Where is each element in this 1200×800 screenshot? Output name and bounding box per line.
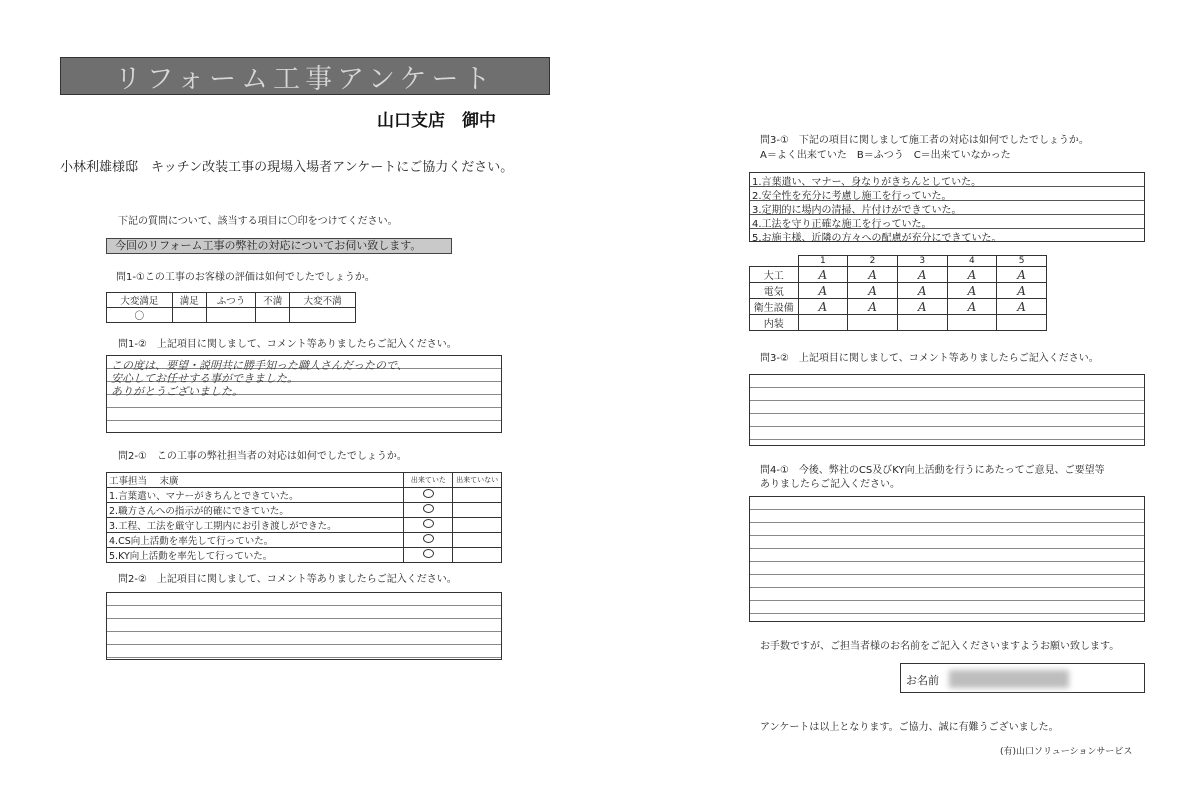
q3-1-grid [749, 255, 1047, 331]
grid-col-header: 5 [997, 256, 1047, 267]
rating-cell[interactable] [206, 308, 256, 323]
q1-1-question: 問1-①この工事のお客様の評価は如何でしたでしょうか。 [116, 272, 375, 283]
check-yes[interactable] [404, 533, 453, 548]
handwritten-line: この度は、要望・説明共に勝手知った職人さんだったので、 [111, 359, 408, 372]
q3-2-comment-box[interactable] [749, 374, 1145, 446]
handwritten-line: ありがとうございました。 [111, 385, 243, 398]
thanks-text: アンケートは以上となります。ご協力、誠に有難うございました。 [760, 722, 1059, 733]
grid-mark[interactable]: A [897, 299, 947, 315]
grid-row-label: 大工 [750, 267, 799, 283]
grid-mark[interactable]: A [947, 299, 997, 315]
check-yes[interactable] [404, 503, 453, 518]
q3-1-question: 問3-① 下記の項目に関しまして施工者の対応は如何でしたでしょうか。 [760, 135, 1089, 146]
check-no[interactable] [453, 488, 502, 503]
q2-1-question: 問2-① この工事の弊社担当者の対応は如何でしたでしょうか。 [118, 451, 407, 462]
grid-col-header: 4 [947, 256, 997, 267]
grid-mark[interactable]: A [897, 283, 947, 299]
grid-mark[interactable]: A [947, 267, 997, 283]
q3-item: 4.工法を守り正確な施工を行っていた。 [750, 215, 1144, 229]
grid-mark[interactable] [947, 315, 997, 331]
grid-mark[interactable] [798, 315, 848, 331]
q4-1-comment-box[interactable] [749, 496, 1145, 622]
name-label: お名前 [906, 674, 939, 687]
survey-title: リフォーム工事アンケート [60, 57, 550, 95]
grid-mark[interactable]: A [798, 267, 848, 283]
grid-mark[interactable]: A [997, 283, 1047, 299]
grid-mark[interactable]: A [947, 283, 997, 299]
staff-label: 工事担当 [109, 476, 148, 487]
grid-mark[interactable]: A [897, 267, 947, 283]
grid-mark[interactable] [848, 315, 898, 331]
intro-text: 小林利雄様邸 キッチン改装工事の現場入場者アンケートにご協力ください。 [60, 160, 514, 175]
section-bar: 今回のリフォーム工事の弊社の対応についてお伺い致します。 [106, 238, 452, 254]
rating-cell[interactable] [172, 308, 206, 323]
q2-2-comment-box[interactable] [106, 592, 502, 660]
q2-item: 3.工程、工法を厳守し工期内にお引き渡しができた。 [107, 518, 404, 533]
grid-mark[interactable] [897, 315, 947, 331]
rating-header: 大変不満 [290, 293, 356, 308]
grid-mark[interactable]: A [997, 299, 1047, 315]
q3-item: 1.言葉遣い、マナー、身なりがきちんとしていた。 [750, 173, 1144, 187]
closing-request: お手数ですが、ご担当者様のお名前をご記入くださいますようお願い致します。 [760, 641, 1120, 652]
check-no[interactable] [453, 548, 502, 563]
handwritten-line: 安心してお任せする事ができました。 [111, 372, 298, 385]
q2-item: 4.CS向上活動を率先して行っていた。 [107, 533, 404, 548]
instruction-text: 下記の質問について、該当する項目に〇印をつけてください。 [118, 216, 398, 227]
q2-1-table [106, 472, 502, 563]
q3-1-items-box [749, 172, 1145, 242]
q3-item: 2.安全性を充分に考慮し施工を行っていた。 [750, 187, 1144, 201]
rating-header: 不満 [256, 293, 290, 308]
q1-2-question: 問1-② 上記項目に関しまして、コメント等ありましたらご記入ください。 [118, 339, 457, 350]
q3-item: 5.お施主様、近隣の方々への配慮が充分にできていた。 [752, 233, 1002, 244]
q3-item: 3.定期的に場内の清掃、片付けができていた。 [750, 201, 1144, 215]
company-name: (有)山口ソリューションサービス [1000, 747, 1133, 757]
grid-mark[interactable]: A [848, 283, 898, 299]
q2-2-question: 問2-② 上記項目に関しまして、コメント等ありましたらご記入ください。 [118, 574, 457, 585]
rating-cell-selected[interactable]: 〇 [107, 308, 173, 323]
grid-mark[interactable]: A [798, 299, 848, 315]
rating-header: 大変満足 [107, 293, 173, 308]
q2-item: 2.職方さんへの指示が的確にできていた。 [107, 503, 404, 518]
grid-mark[interactable]: A [848, 267, 898, 283]
q2-item: 1.言葉遣い、マナーがきちんとできていた。 [107, 488, 404, 503]
col-header-yes: 出来ていた [404, 473, 453, 488]
rating-cell[interactable] [290, 308, 356, 323]
col-header-no: 出来ていない [453, 473, 502, 488]
q2-item: 5.KY向上活動を率先して行っていた。 [107, 548, 404, 563]
check-no[interactable] [453, 518, 502, 533]
redacted-name [949, 670, 1069, 688]
check-no[interactable] [453, 503, 502, 518]
q1-2-comment-box[interactable] [106, 355, 502, 433]
check-yes[interactable] [404, 518, 453, 533]
destination: 山口支店 御中 [377, 111, 496, 131]
q1-1-rating-table [106, 292, 356, 323]
grid-mark[interactable] [997, 315, 1047, 331]
grid-row-label: 電気 [750, 283, 799, 299]
check-no[interactable] [453, 533, 502, 548]
staff-name: 末廣 [159, 476, 179, 487]
rating-header: ふつう [206, 293, 256, 308]
q4-1-question-line1: 問4-① 今後、弊社のCS及びKY向上活動を行うにあたってご意見、ご要望等 [760, 465, 1105, 476]
grid-col-header: 2 [848, 256, 898, 267]
rating-cell[interactable] [256, 308, 290, 323]
name-field[interactable] [900, 663, 1145, 693]
rating-header: 満足 [172, 293, 206, 308]
grid-mark[interactable]: A [848, 299, 898, 315]
grid-mark[interactable]: A [798, 283, 848, 299]
q3-1-legend: A＝よく出来ていた B＝ふつう C＝出来ていなかった [760, 150, 1011, 161]
grid-col-header: 1 [798, 256, 848, 267]
grid-col-header: 3 [897, 256, 947, 267]
check-yes[interactable] [404, 488, 453, 503]
grid-row-label: 内装 [750, 315, 799, 331]
q4-1-question-line2: ありましたらご記入ください。 [760, 479, 900, 490]
check-yes[interactable] [404, 548, 453, 563]
q3-2-question: 問3-② 上記項目に関しまして、コメント等ありましたらご記入ください。 [760, 353, 1099, 364]
grid-row-label: 衛生設備 [750, 299, 799, 315]
grid-mark[interactable]: A [997, 267, 1047, 283]
